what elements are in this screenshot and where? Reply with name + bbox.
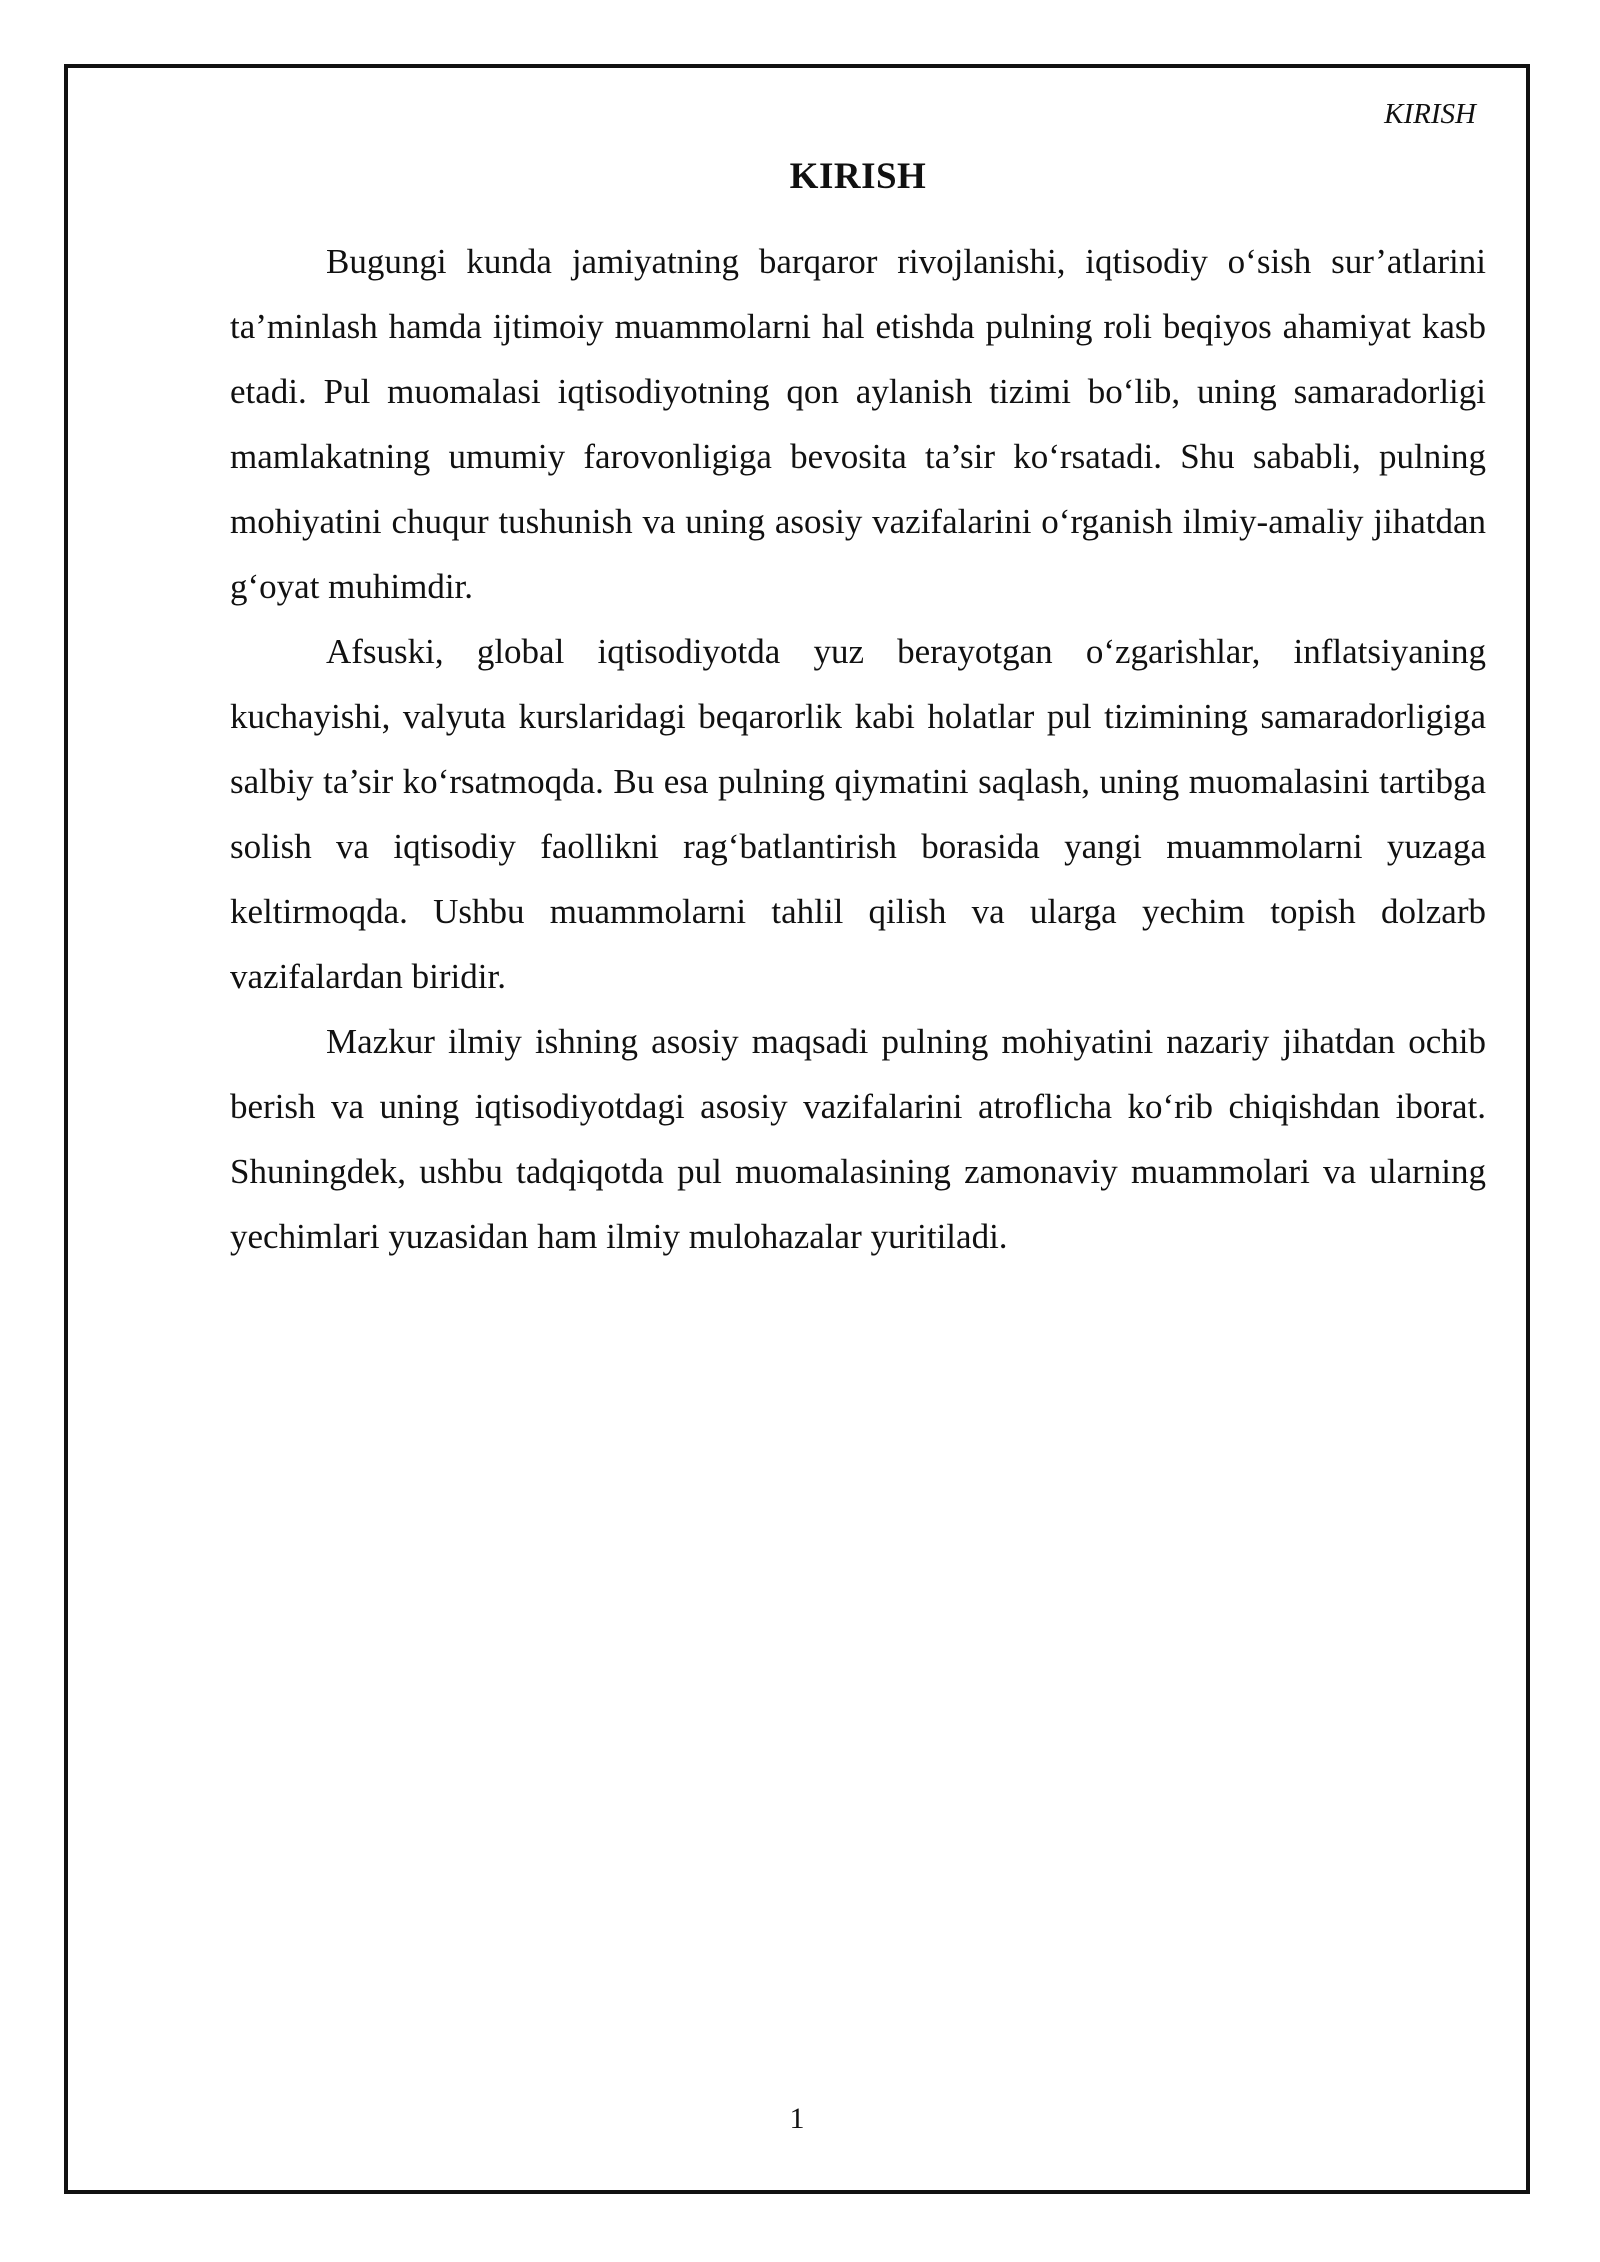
running-header: KIRISH — [1384, 98, 1476, 130]
page-frame — [64, 64, 1530, 2194]
page-number: 1 — [789, 2102, 805, 2135]
section-title: KIRISH — [789, 156, 927, 197]
page-content — [230, 158, 1486, 1269]
paragraph: Afsuski, global iqtisodiyotda yuz berayotgan o‘zgarishlar, inflatsiyaning kuchayishi, valyuta kurslaridagi beqarorlik kabi holatlar pul tizimining samaradorligiga salbiy ta’sir ko‘rsatmoqda. Bu esa pulning qiymatini saqlash, uning muomalasini tartibga solish va iqtisodiy faollikni rag‘batlantirish borasida yangi muammolarni yuzaga keltirmoqda. Ushbu muammolarni tahlil qilish va ularga yechim topish dolzarb vazifalardan biridir. — [230, 632, 1486, 996]
paragraph: Bugungi kunda jamiyatning barqaror rivojlanishi, iqtisodiy o‘sish sur’atlarini ta’minlash hamda ijtimoiy muammolarni hal etishda pulning roli beqiyos ahamiyat kasb etadi. Pul muomalasi iqtisodiyotning qon aylanish tizimi bo‘lib, uning samaradorligi mamlakatning umumiy farovonligiga bevosita ta’sir ko‘rsatadi. Shu sababli, pulning mohiyatini chuqur tushunish va uning asosiy vazifalarini o‘rganish ilmiy-amaliy jihatdan g‘oyat muhimdir. — [230, 242, 1486, 606]
paragraph: Mazkur ilmiy ishning asosiy maqsadi pulning mohiyatini nazariy jihatdan ochib berish va uning iqtisodiyotdagi asosiy vazifalarini atroflicha ko‘rib chiqishdan iborat. Shuningdek, ushbu tadqiqotda pul muomalasining zamonaviy muammolari va ularning yechimlari yuzasidan ham ilmiy mulohazalar yuritiladi. — [230, 1022, 1486, 1256]
